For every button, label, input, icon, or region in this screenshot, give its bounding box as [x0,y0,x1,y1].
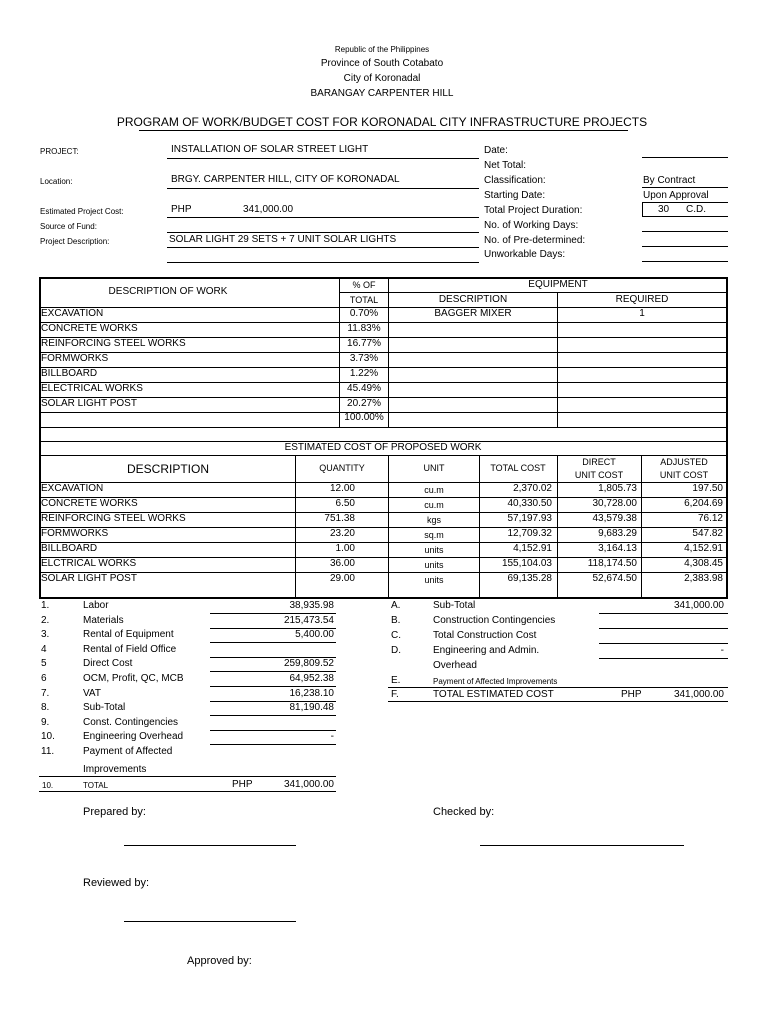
work-row-desc: EXCAVATION [41,308,104,319]
direct-header-top: DIRECT [582,457,616,467]
cost-row-direct: 52,674.50 [592,573,637,584]
summary-left-value: 38,935.98 [289,600,334,611]
summary-left-label: Materials [83,614,124,626]
summary-left-label: Labor [83,600,109,611]
cost-table-title: ESTIMATED COST OF PROPOSED WORK [284,442,482,453]
summary-right-e-letter: E. [391,675,401,686]
location-value: BRGY. CARPENTER HILL, CITY OF KORONADAL [171,174,400,185]
work-row-pct: 0.70% [349,308,379,319]
starting-date-label: Starting Date: [484,190,546,201]
summary-left-num: 1. [41,600,50,611]
net-total-label: Net Total: [484,160,527,171]
summary-right-letter: A. [391,600,401,611]
unit-header: UNIT [423,463,445,473]
cost-row-qty: 23.20 [329,528,355,539]
summary-right-letter: C. [391,630,401,641]
summary-left-value: - [330,731,334,743]
pct-header-bottom: TOTAL [349,295,379,305]
source-of-fund-label: Source of Fund: [40,222,97,231]
summary-right-value: - [720,645,724,656]
cost-row-adjusted: 4,308.45 [684,558,723,569]
barangay-label: BARANGAY CARPENTER HILL [310,88,454,99]
cost-row-adjusted: 76.12 [697,513,723,524]
summary-right-letter: B. [391,615,401,626]
cost-row-total: 2,370.02 [513,483,552,494]
cost-row-direct: 30,728.00 [592,498,637,509]
summary-right-label: Construction Contingencies [433,615,556,626]
summary-right-label: Sub-Total [433,600,476,611]
estimated-cost-label: Estimated Project Cost: [40,207,124,216]
cost-row-unit: kgs [426,515,442,525]
cost-row-desc: SOLAR LIGHT POST [41,573,137,584]
cost-row-total: 155,104.03 [501,558,552,569]
summary-left-label: OCM, Profit, QC, MCB [83,673,184,684]
cost-row-direct: 118,174.50 [587,558,637,569]
equip-desc-header: DESCRIPTION [438,294,508,305]
work-row-desc: CONCRETE WORKS [41,323,138,334]
summary-left-num: 7. [41,687,50,699]
work-desc-header: DESCRIPTION OF WORK [108,286,228,297]
summary-left-label: Sub-Total [83,702,126,714]
cost-row-direct: 1,805.73 [598,483,637,494]
cost-row-unit: units [424,560,444,570]
prepared-by-signature-line [124,845,296,846]
work-row-pct: 16.77% [347,338,381,349]
work-row-pct: 20.27% [347,398,381,409]
cost-row-total: 40,330.50 [507,498,552,509]
summary-left-value: 5,400.00 [295,629,334,641]
cost-row-adjusted: 547.82 [692,528,723,539]
summary-right-overhead: Overhead [433,660,477,671]
cost-row-qty: 751.38 [324,513,355,524]
summary-left-num: 6 [41,673,47,684]
cost-row-unit: units [424,575,444,585]
work-row-desc: SOLAR LIGHT POST [41,398,137,409]
summary-left-num: 8. [41,702,50,714]
summary-right-letter: D. [391,645,401,656]
city-label: City of Koronadal [343,73,421,84]
cost-row-total: 4,152.91 [513,543,552,554]
approved-by-label: Approved by: [187,955,252,967]
summary-total-currency: PHP [232,779,253,790]
summary-left-value: 81,190.48 [289,702,334,714]
reviewed-by-label: Reviewed by: [83,877,150,889]
qty-header: QUANTITY [319,463,365,473]
work-row-pct: 45.49% [347,383,381,394]
summary-total-value: 341,000.00 [283,779,334,790]
cost-row-desc: ELCTRICAL WORKS [41,558,137,569]
summary-right-f-letter: F. [391,689,399,700]
cost-row-qty: 29.00 [329,573,355,584]
estimated-cost-currency: PHP [171,204,192,215]
work-row-desc: REINFORCING STEEL WORKS [41,338,186,349]
cost-row-unit: sq.m [424,530,444,540]
summary-left-value: 259,809.52 [283,658,334,670]
work-row-pct: 11.83% [347,323,381,334]
work-row-desc: FORMWORKS [41,353,109,364]
summary-left-label: Direct Cost [83,658,133,670]
checked-by-signature-line [480,845,684,846]
work-row-desc: BILLBOARD [41,368,98,379]
work-row-pct: 3.73% [349,353,379,364]
project-label: PROJECT: [40,147,79,156]
cost-row-direct: 9,683.29 [598,528,637,539]
cost-row-adjusted: 2,383.98 [684,573,723,584]
total-cost-header: TOTAL COST [490,463,546,473]
predetermined-label: No. of Pre-determined: [484,235,586,246]
summary-right-label: Total Construction Cost [433,630,537,641]
summary-right-f-value: 341,000.00 [673,689,724,700]
summary-right-label: Engineering and Admin. [433,645,540,656]
cost-row-desc: EXCAVATION [41,483,104,494]
cost-row-adjusted: 6,204.69 [684,498,723,509]
summary-left-num: 11. [41,746,55,757]
cost-row-total: 69,135.28 [507,573,552,584]
summary-left-label: VAT [83,687,101,699]
summary-left-num: 4 [41,643,47,655]
summary-left-num: 5 [41,658,47,670]
prepared-by-label: Prepared by: [83,806,146,818]
summary-left-value: 215,473.54 [283,614,334,626]
equipment-header: EQUIPMENT [528,279,588,290]
reviewed-by-signature-line [124,921,296,922]
estimated-cost-value: 341,000.00 [243,204,294,215]
summary-left-num: 3. [41,629,50,641]
project-value: INSTALLATION OF SOLAR STREET LIGHT [171,144,369,155]
classification-label: Classification: [484,175,546,186]
summary-left-value: 64,952.38 [289,673,334,684]
document-title: PROGRAM OF WORK/BUDGET COST FOR KORONADAL CITY INFRASTRUCTURE PROJECTS [116,115,648,129]
summary-left-label: Engineering Overhead [83,731,184,743]
cost-row-unit: units [424,545,444,555]
cost-row-qty: 36.00 [329,558,355,569]
province-label: Province of South Cotabato [320,58,444,69]
pct-total: 100.00% [344,412,384,423]
adjusted-header-bottom: UNIT COST [659,470,709,480]
summary-left-num: 9. [41,716,50,728]
cost-row-qty: 12.00 [329,483,355,494]
cost-row-desc: FORMWORKS [41,528,109,539]
duration-unit: C.D. [686,204,706,215]
summary-right-value: 341,000.00 [673,600,724,611]
working-days-label: No. of Working Days: [484,220,579,231]
work-row-desc: ELECTRICAL WORKS [41,383,143,394]
direct-header-bottom: UNIT COST [574,470,624,480]
adjusted-header-top: ADJUSTED [660,457,708,467]
checked-by-label: Checked by: [433,806,495,818]
summary-total-num: 10. [42,781,54,790]
cost-row-unit: cu.m [424,500,444,510]
summary-left-label: Const. Contingencies [83,716,179,728]
cost-row-adjusted: 197.50 [692,483,723,494]
classification-value: By Contract [643,175,696,186]
cost-row-desc: REINFORCING STEEL WORKS [41,513,186,524]
work-row-pct: 1.22% [349,368,379,379]
summary-total-label: TOTAL [83,781,109,790]
cost-row-unit: cu.m [424,485,444,495]
summary-left-num: 2. [41,614,50,626]
cost-row-direct: 3,164.13 [598,543,637,554]
cost-row-qty: 1.00 [335,543,355,554]
project-description-value: SOLAR LIGHT 29 SETS + 7 UNIT SOLAR LIGHTS [169,234,397,245]
republic-label: Republic of the Philippines [334,45,430,54]
equip-required-header: REQUIRED [615,294,669,305]
starting-date-value: Upon Approval [643,190,709,201]
cost-desc-header: DESCRIPTION [126,462,210,476]
unworkable-days-label: Unworkable Days: [484,249,566,260]
summary-left-improvements: Improvements [83,764,147,775]
summary-right-e-label: Payment of Affected Improvements [433,677,558,686]
cost-row-adjusted: 4,152.91 [684,543,723,554]
work-row-equipment: BAGGER MIXER [434,308,512,319]
cost-row-total: 57,197.93 [507,513,552,524]
summary-right-f-label: TOTAL ESTIMATED COST [433,689,554,700]
cost-row-qty: 6.50 [335,498,355,509]
duration-value: 30 [658,204,670,215]
summary-left-label: Rental of Equipment [83,629,174,641]
duration-label: Total Project Duration: [484,205,583,216]
pct-header-top: % OF [352,280,376,290]
summary-left-label: Rental of Field Office [83,643,177,655]
date-label: Date: [484,145,508,156]
cost-row-desc: BILLBOARD [41,543,98,554]
summary-left-label: Payment of Affected [83,746,173,757]
cost-row-desc: CONCRETE WORKS [41,498,138,509]
summary-right-f-currency: PHP [621,689,642,700]
summary-left-value: 16,238.10 [289,687,334,699]
cost-row-total: 12,709.32 [507,528,552,539]
project-description-label: Project Description: [40,237,110,246]
work-row-required: 1 [639,308,645,319]
location-label: Location: [40,177,73,186]
summary-left-num: 10. [41,731,55,743]
cost-row-direct: 43,579.38 [592,513,637,524]
